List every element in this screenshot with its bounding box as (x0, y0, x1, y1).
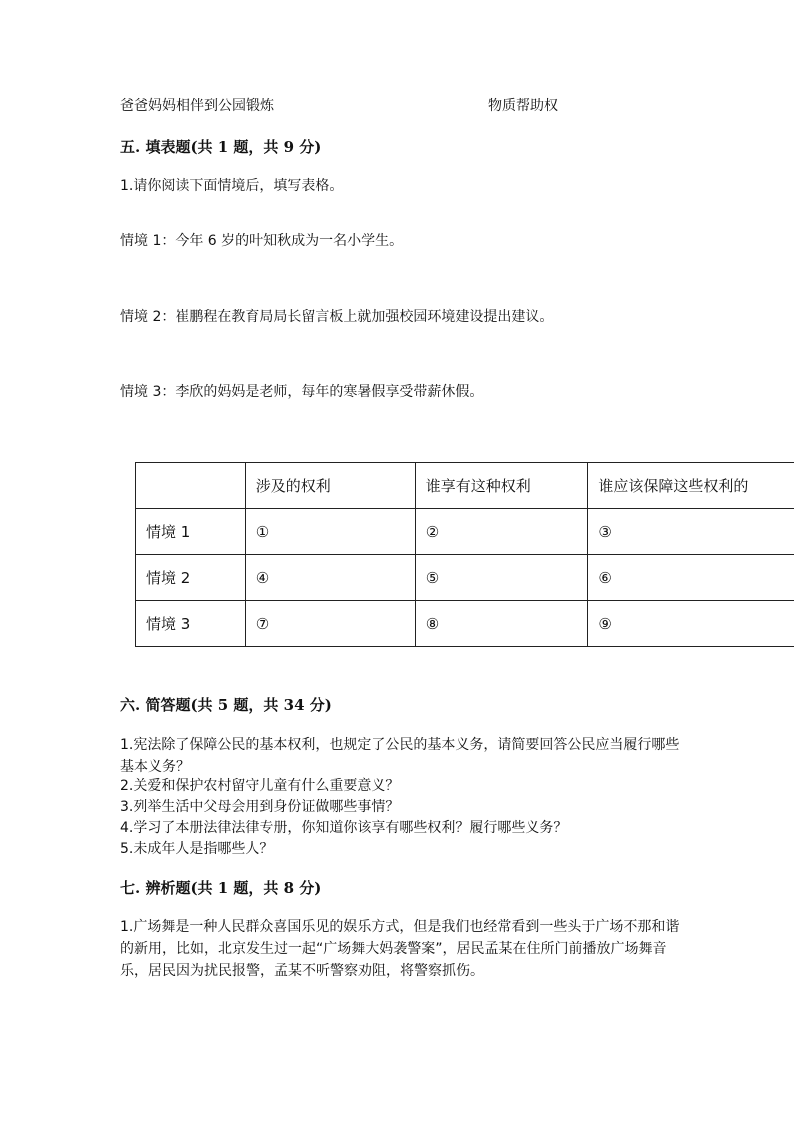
section7-item-1: 1.广场舞是一种人民群众喜国乐见的娱乐方式，但是我们也经常看到一些头于广场不那和谐的新用，比如，北京发生过一起“广场舞大妈袭警案”，居民孟某在住所门前播放广场舞音乐，居民因为扰民报警，孟某不听警察劝阻，将警察抓伤。 (120, 919, 680, 979)
table-cell: ⑥ (588, 555, 794, 601)
section6-item-4: 4.学习了本册法律法律专册，你知道你该享有哪些权利？履行哪些义务？ (120, 820, 568, 836)
table-header-cell: 涉及的权利 (245, 463, 415, 509)
table-cell: ① (245, 509, 415, 555)
table-header-row (136, 463, 794, 509)
table-cell: 情境 1 (136, 509, 246, 555)
section7-heading: 七. 辨析题(共 1 题，共 8 分) (120, 879, 322, 897)
table-row (136, 555, 794, 601)
section6-heading: 六. 简答题(共 5 题，共 34 分) (120, 696, 332, 714)
table-header-cell: 谁享有这种权利 (415, 463, 588, 509)
scenario-2: 情境 2：崔鹏程在教育局局长留言板上就加强校园环境建设提出建议。 (120, 309, 554, 325)
section5-question: 1.请你阅读下面情境后，填写表格。 (120, 178, 344, 194)
table-header-cell: 谁应该保障这些权利的 (588, 463, 794, 509)
table-cell: ⑧ (415, 601, 588, 647)
rights-table (135, 462, 794, 647)
table-cell: 情境 2 (136, 555, 246, 601)
section6-item-3: 3.列举生活中父母会用到身份证做哪些事情？ (120, 799, 400, 815)
scenario-3: 情境 3：李欣的妈妈是老师，每年的寒暑假享受带薪休假。 (120, 384, 484, 400)
scenario-1: 情境 1：今年 6 岁的叶知秋成为一名小学生。 (120, 233, 404, 249)
table-header-cell (136, 463, 246, 509)
table-row (136, 601, 794, 647)
table-cell: ② (415, 509, 588, 555)
section6-item-2: 2.关爱和保护农村留守儿童有什么重要意义？ (120, 778, 400, 794)
table-cell: ⑦ (245, 601, 415, 647)
table-cell: 情境 3 (136, 601, 246, 647)
top-row-right: 物质帮助权 (488, 98, 558, 114)
section5-heading: 五. 填表题(共 1 题，共 9 分) (120, 138, 322, 156)
section6-item-5: 5.未成年人是指哪些人？ (120, 841, 274, 857)
table-cell: ⑤ (415, 555, 588, 601)
top-row-left: 爸爸妈妈相伴到公园锻炼 (120, 98, 274, 114)
table-cell: ⑨ (588, 601, 794, 647)
table-cell: ④ (245, 555, 415, 601)
table-row (136, 509, 794, 555)
section6-item-1: 1.宪法除了保障公民的基本权利，也规定了公民的基本义务，请简要回答公民应当履行哪些基本义务？ (120, 737, 680, 775)
top-row (120, 96, 274, 116)
table-cell: ③ (588, 509, 794, 555)
